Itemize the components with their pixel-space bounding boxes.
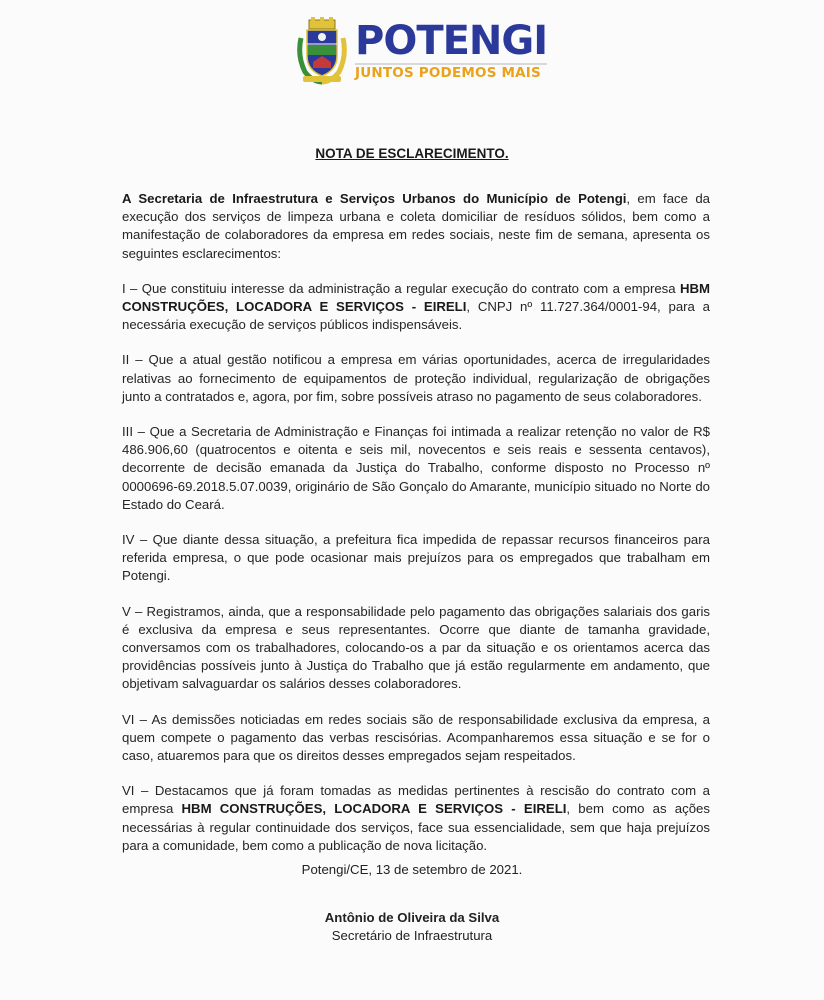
item-6-paragraph: VI – As demissões noticiadas em redes sociais são de responsabilidade exclusiva da empresa, a quem compete o pagamento das verbas rescisórias. Acompanharemos essa situação e se for o caso, atuaremos para que os direitos desses empregados sejam respeitados.	[122, 711, 710, 764]
brand-slogan: JUNTOS PODEMOS MAIS	[355, 63, 547, 81]
signer-role: Secretário de Infraestrutura	[331, 928, 493, 943]
brand-name: POTENGI	[355, 18, 548, 64]
item-1-paragraph	[122, 280, 710, 335]
item-7-company: HBM CONSTRUÇÕES, LOCADORA E SERVIÇOS - EIRELI	[181, 801, 567, 817]
intro-rest: , em face da execução dos serviços de limpeza urbana e coleta domiciliar de resíduos sólidos, bem como a manifestação de colaboradores da empresa em redes sociais, neste fim de semana, apresenta os seguintes esclarecimentos:	[122, 191, 710, 261]
item-2-paragraph: II – Que a atual gestão notificou a empresa em várias oportunidades, acerca de irregularidades relativas ao fornecimento de equipamentos de proteção individual, regularização de obrigações junto a contratados e, agora, por fim, sobre possíveis atraso no pagamento de seus colaboradores.	[122, 352, 710, 404]
document-title: NOTA DE ESCLARECIMENTO.	[315, 146, 509, 161]
item-1-company: HBM CONSTRUÇÕES, LOCADORA E SERVIÇOS - EIRELI	[122, 280, 710, 315]
item-5-paragraph: V – Registramos, ainda, que a responsabilidade pelo pagamento das obrigações salariais dos garis é exclusiva da empresa e seus representantes. Ocorre que diante de tamanha gravidade, conversamos com os trabalhadores, colocando-os a par da situação e os orientamos acerca das providências possíveis junto à Justiça do Trabalho que já estão regularmente em andamento, que objetivam salvaguardar os salários desses colaboradores.	[122, 603, 710, 692]
intro-lead: A Secretaria de Infraestrutura e Serviços Urbanos do Município de Potengi	[122, 191, 627, 206]
item-7-paragraph	[122, 782, 710, 855]
header-logo	[295, 14, 548, 88]
document-body	[122, 190, 710, 872]
municipal-crest-icon	[295, 16, 349, 86]
item-1-after: , CNPJ nº 11.727.364/0001-94, para a necessária execução de serviços públicos indispensáveis.	[122, 299, 710, 333]
item-7-after: , bem como as ações necessárias à regular continuidade dos serviços, face sua essencialidade, sem que haja prejuízos para a comunidade, bem como a publicação de nova licitação.	[122, 801, 710, 853]
signer-name: Antônio de Oliveira da Silva	[324, 910, 500, 925]
place-date: Potengi/CE, 13 de setembro de 2021.	[301, 862, 523, 877]
item-1-before: I – Que constituiu interesse da administração a regular execução do contrato com a empresa	[122, 280, 680, 296]
item-4-paragraph: IV – Que diante dessa situação, a prefeitura fica impedida de repassar recursos financeiros para referida empresa, o que pode ocasionar mais prejuízos para os empregados que trabalham em Potengi.	[122, 532, 710, 584]
item-7-before: VI – Destacamos que já foram tomadas as medidas pertinentes à rescisão do contrato com a empresa	[122, 783, 710, 817]
intro-paragraph	[122, 190, 710, 263]
item-3-paragraph: III – Que a Secretaria de Administração e Finanças foi intimada a realizar retenção no valor de R$ 486.906,60 (quatrocentos e oitenta e seis mil, novecentos e seis reais e sessenta centavos), decorrente de decisão emanada da Justiça do Trabalho, conforme disposto no Processo nº 0000696-69.2018.5.07.0039, originário de São Gonçalo do Amarante, município situado no Norte do Estado do Ceará.	[122, 424, 710, 512]
